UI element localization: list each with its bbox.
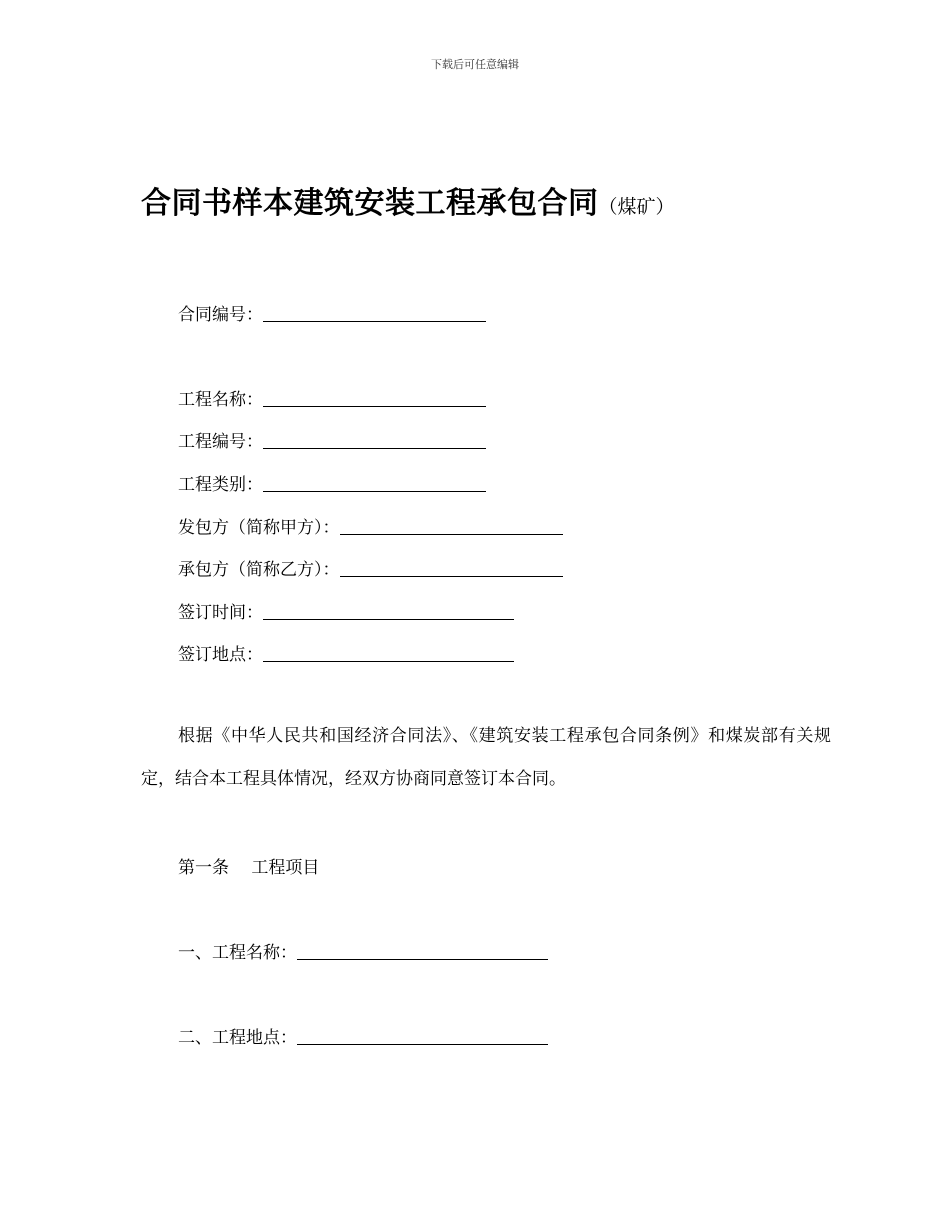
article-1-item-2-label: 二、工程地点： <box>178 1028 297 1048</box>
party-a-field <box>178 513 563 538</box>
sign-place-field <box>178 640 514 665</box>
party-b-field <box>178 555 563 580</box>
project-name-blank <box>263 405 486 407</box>
contract-no-field <box>178 300 486 325</box>
article-1-item-2 <box>178 1023 548 1048</box>
sign-place-blank <box>263 660 514 662</box>
header-note: 下载后可任意编辑 <box>431 58 519 71</box>
party-a-label: 发包方（简称甲方）： <box>178 518 340 538</box>
contract-no-blank <box>263 320 486 322</box>
project-no-label: 工程编号： <box>178 432 263 452</box>
party-b-label: 承包方（简称乙方）： <box>178 560 340 580</box>
project-no-field <box>178 427 486 452</box>
article-1-item-1-label: 一、工程名称： <box>178 943 297 963</box>
sign-time-blank <box>263 618 514 620</box>
article-1-item-2-blank <box>297 1043 548 1045</box>
project-category-blank <box>263 490 486 492</box>
article-1-item-1-blank <box>297 958 548 960</box>
project-category-label: 工程类别： <box>178 475 263 495</box>
party-a-blank <box>340 533 563 535</box>
contract-no-label: 合同编号： <box>178 305 263 325</box>
project-no-blank <box>263 447 486 449</box>
title-suffix: （煤矿） <box>598 196 675 218</box>
title-main: 合同书样本建筑安装工程承包合同 <box>141 186 599 221</box>
sign-place-label: 签订地点： <box>178 645 263 665</box>
project-name-label: 工程名称： <box>178 390 263 410</box>
project-category-field <box>178 470 486 495</box>
sign-time-field <box>178 598 514 623</box>
sign-time-label: 签订时间： <box>178 603 263 623</box>
article-1-title: 第一条 工程项目 <box>178 858 320 878</box>
article-1-item-1 <box>178 938 548 963</box>
document-title <box>141 178 675 222</box>
intro-paragraph: 根据《中华人民共和国经济合同法》、《建筑安装工程承包合同条例》和煤炭部有关规定，结合本工程具体情况，经双方协商同意签订本合同。 <box>141 726 831 789</box>
party-b-blank <box>340 575 563 577</box>
project-name-field <box>178 385 486 410</box>
